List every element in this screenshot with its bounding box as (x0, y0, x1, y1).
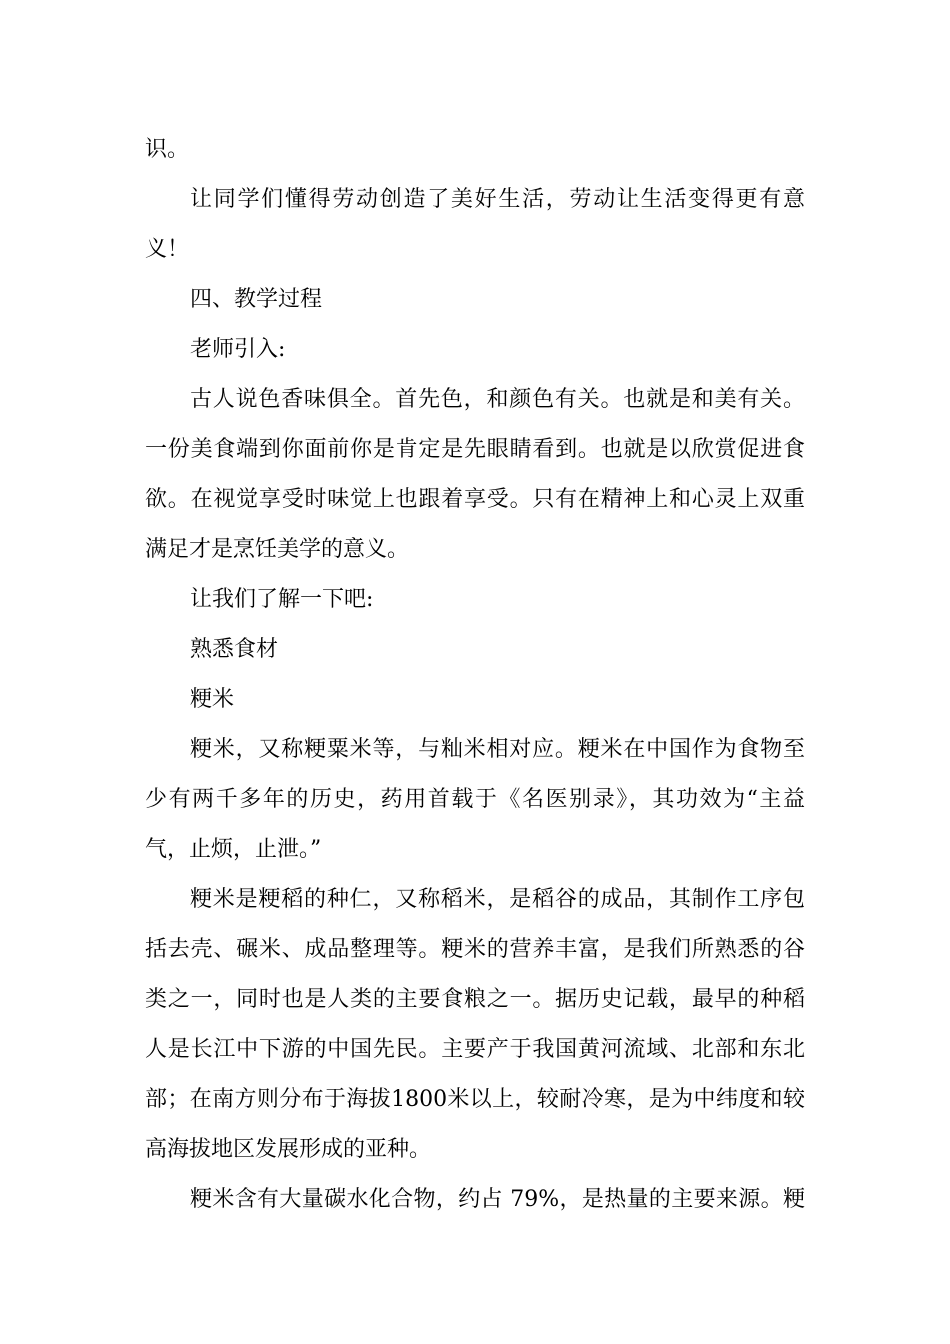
text-line-8: 欲。在视觉享受时味觉上也跟着享受。只有在精神上和心灵上双重 (145, 487, 805, 512)
text-line-21: 高海拔地区发展形成的亚种。 (145, 1137, 432, 1162)
text-line-17: 括去壳、碾米、成品整理等。粳米的营养丰富，是我们所熟悉的谷 (145, 937, 805, 962)
text-line-13: 粳米，又称粳粟米等，与籼米相对应。粳米在中国作为食物至 (190, 737, 805, 762)
section-heading: 四、教学过程 (190, 287, 323, 312)
text-line-2: 让同学们懂得劳动创造了美好生活，劳动让生活变得更有意 (190, 187, 805, 212)
text-line-14: 少有两千多年的历史，药用首载于《名医别录》，其功效为“主益 (145, 787, 805, 812)
text-line-9: 满足才是烹饪美学的意义。 (145, 537, 410, 562)
text-line-15: 气，止烦，止泄。” (145, 837, 322, 862)
text-line-19: 人是长江中下游的中国先民。主要产于我国黄河流域、北部和东北 (145, 1037, 805, 1062)
text-line-16: 粳米是粳稻的种仁，又称稻米，是稻谷的成品，其制作工序包 (190, 887, 805, 912)
subheading-ingredients: 熟悉食材 (190, 637, 279, 662)
text-line-20: 部；在南方则分布于海拔1800米以上，较耐冷寒，是为中纬度和较 (145, 1087, 805, 1112)
text-line-1: 识。 (145, 137, 190, 162)
text-line-10: 让我们了解一下吧: (190, 587, 374, 612)
text-line-6: 古人说色香味俱全。首先色，和颜色有关。也就是和美有关。 (190, 387, 805, 412)
text-line-22: 粳米含有大量碳水化合物，约占 79%，是热量的主要来源。粳 (190, 1187, 805, 1212)
text-line-7: 一份美食端到你面前你是肯定是先眼睛看到。也就是以欣赏促进食 (145, 437, 805, 462)
text-line-5: 老师引入: (190, 337, 286, 362)
text-line-18: 类之一，同时也是人类的主要食粮之一。据历史记载，最早的种稻 (145, 987, 805, 1012)
text-line-3: 义！ (145, 237, 190, 262)
subheading-japonica-rice: 粳米 (190, 687, 235, 712)
